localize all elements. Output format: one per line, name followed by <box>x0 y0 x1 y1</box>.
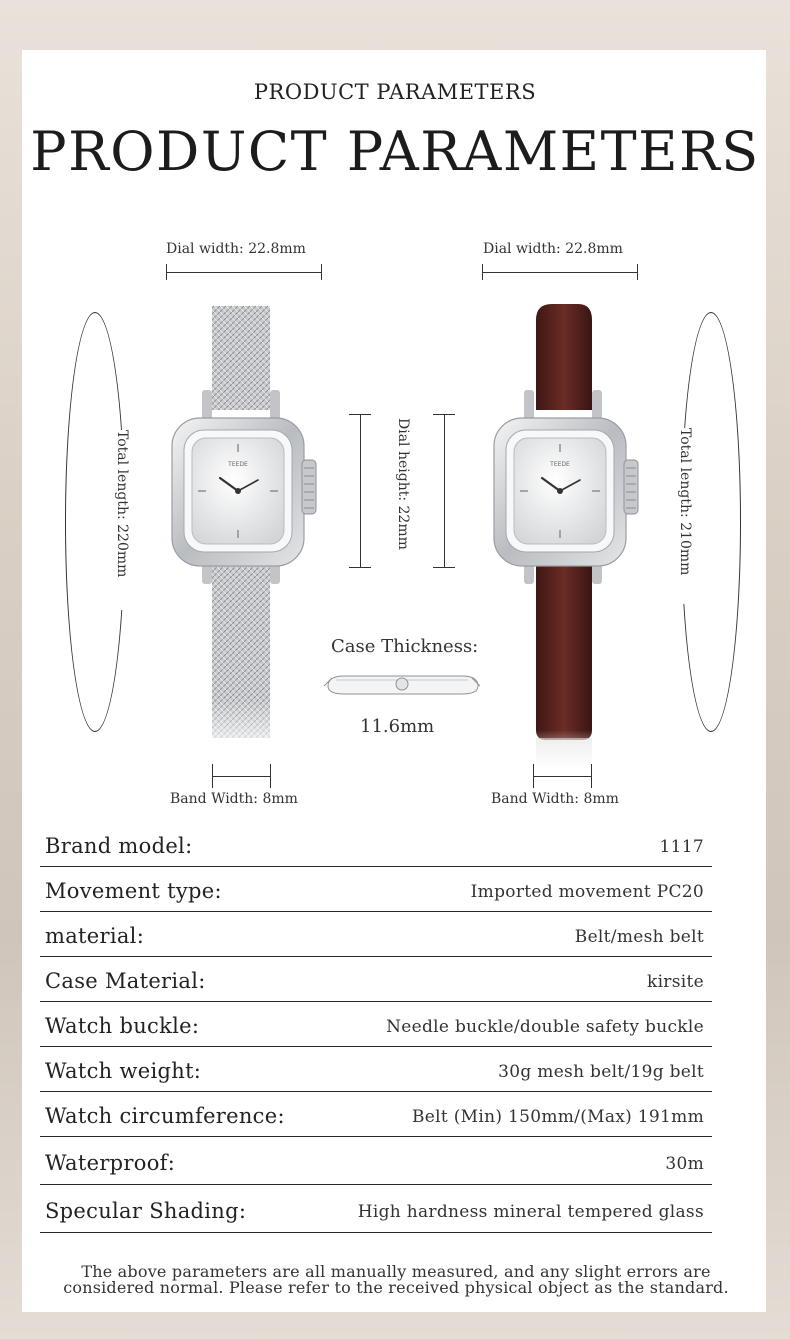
right-dial-width-line <box>482 272 637 273</box>
spec-value: Imported movement PC20 <box>470 882 704 902</box>
left-total-length-label: Total length: 220mm <box>114 430 130 578</box>
case-thickness-value: 11.6mm <box>360 716 435 737</box>
dial-height-line-right <box>444 414 445 567</box>
spec-row-specular-shading <box>40 1185 712 1233</box>
case-side-view-image <box>322 668 482 702</box>
spec-key: material: <box>45 924 145 948</box>
svg-text:TEEDE: TEEDE <box>550 461 570 468</box>
spec-row-watch-circumference <box>40 1092 712 1137</box>
dial-height-line-left <box>360 414 361 567</box>
page-subtitle: PRODUCT PARAMETERS <box>253 80 537 104</box>
spec-key: Specular Shading: <box>45 1198 247 1223</box>
spec-row-movement-type <box>40 867 712 912</box>
spec-key: Watch circumference: <box>45 1104 285 1128</box>
spec-table <box>40 822 712 1233</box>
spec-value: 30m <box>665 1153 704 1174</box>
page-title: PRODUCT PARAMETERS <box>30 120 760 183</box>
right-dial-width-tick-b <box>637 264 638 280</box>
spec-key: Watch weight: <box>45 1059 202 1083</box>
right-total-length-label: Total length: 210mm <box>677 428 693 576</box>
spec-row-material <box>40 912 712 957</box>
spec-value: 30g mesh belt/19g belt <box>498 1062 704 1082</box>
spec-value: Belt (Min) 150mm/(Max) 191mm <box>412 1107 704 1127</box>
spec-key: Watch buckle: <box>45 1014 200 1038</box>
left-dial-width-line <box>166 272 321 273</box>
spec-row-brand-model <box>40 822 712 867</box>
spec-key: Brand model: <box>45 834 193 858</box>
spec-row-watch-weight <box>40 1047 712 1092</box>
spec-value: 1117 <box>659 837 704 857</box>
footnote-line-1: The above parameters are all manually measured, and any slight errors are <box>81 1262 711 1281</box>
leather-watch-image <box>486 300 646 780</box>
right-dial-width-label: Dial width: 22.8mm <box>483 241 623 257</box>
right-band-width-label: Band Width: 8mm <box>491 791 619 807</box>
right-band-width-line <box>533 776 591 777</box>
spec-value: kirsite <box>646 972 704 992</box>
spec-value: Belt/mesh belt <box>574 927 704 947</box>
spec-row-watch-buckle <box>40 1002 712 1047</box>
spec-key: Case Material: <box>45 969 206 993</box>
spec-row-waterproof <box>40 1137 712 1185</box>
left-band-width-line <box>212 776 270 777</box>
left-dial-width-tick-b <box>321 264 322 280</box>
spec-row-case-material <box>40 957 712 1002</box>
spec-key: Waterproof: <box>45 1150 176 1175</box>
left-dial-width-tick-a <box>166 264 167 280</box>
svg-text:TEEDE: TEEDE <box>228 461 248 468</box>
mesh-watch-image <box>166 300 326 780</box>
left-dial-width-label: Dial width: 22.8mm <box>166 241 306 257</box>
footnote-line-2: considered normal. Please refer to the received physical object as the standard. <box>63 1278 729 1297</box>
footnote <box>40 1264 752 1296</box>
spec-value: Needle buckle/double safety buckle <box>386 1017 704 1037</box>
spec-key: Movement type: <box>45 879 222 903</box>
left-band-width-label: Band Width: 8mm <box>170 791 298 807</box>
dial-height-label: Dial height: 22mm <box>395 418 411 550</box>
spec-value: High hardness mineral tempered glass <box>357 1201 704 1222</box>
right-dial-width-tick-a <box>482 264 483 280</box>
case-thickness-label: Case Thickness: <box>331 636 479 657</box>
